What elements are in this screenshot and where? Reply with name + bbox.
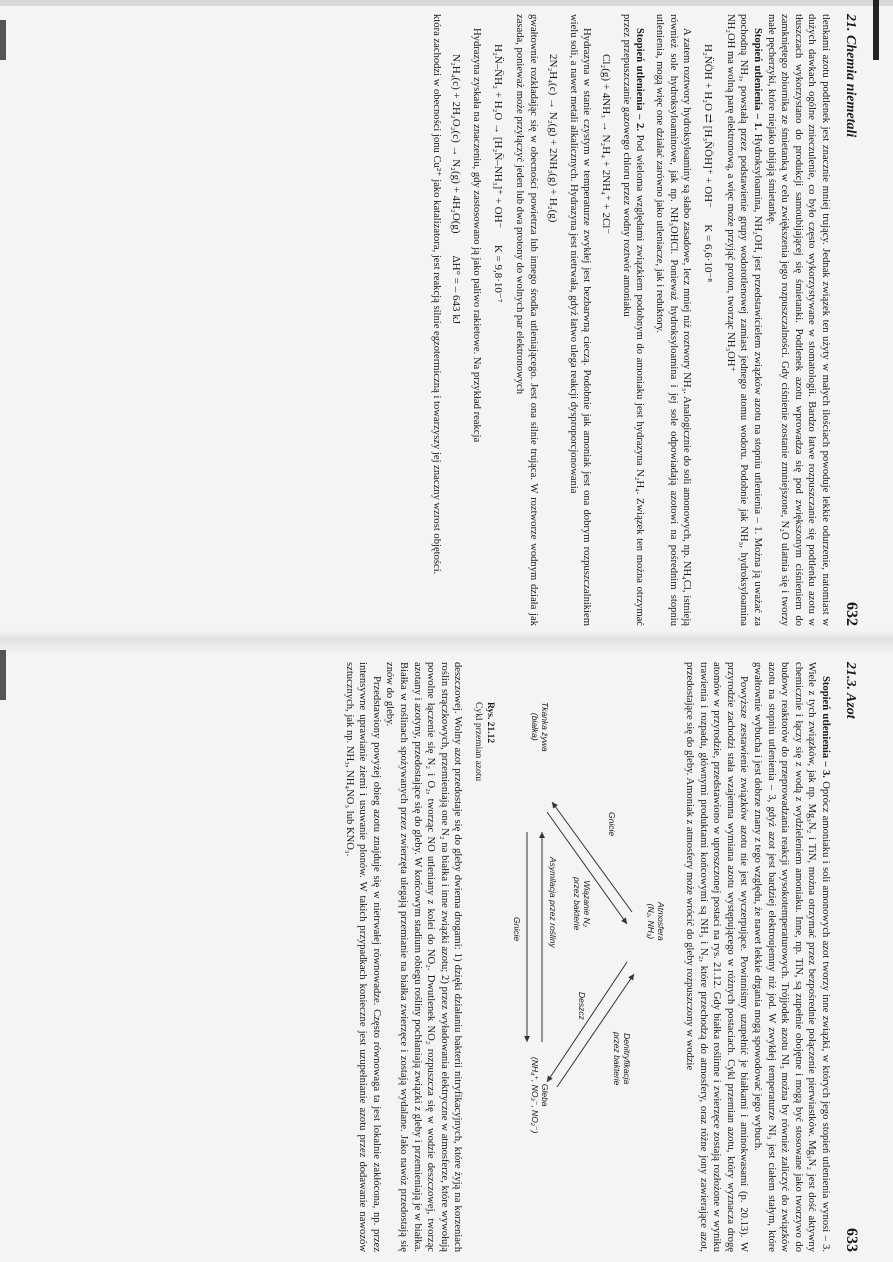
figure-arrows (502, 662, 672, 1222)
paragraph: tlenkami azotu podtlenek jest znacznie mniej trujący. Jednak związek ten użyty w małych ilościach powoduje lekkie odurzenie, natomiast w dużych dawkach ogólne znieczulenie, co było często wykorzystywane w stomatologii. Bardzo łatwe rozpuszczanie się podtlenku azotu w tłuszczach wykorzystano do produkcji samoubijającej się śmietanki. Podtlenek azotu wprowadza się pod zwiększonym ciśnieniem do zamkniętego zbiornika ze śmietanką w celu zwiększenia jego rozpuszczalności. Gdy ciśnienie zostanie zmniejszone, N₂O ulatnia się i tworzy małe pęcherzyki, które niejako ubijają śmietankę. (765, 14, 831, 626)
figure-caption (472, 702, 496, 1252)
node-label: Atmosfera (656, 902, 667, 941)
paragraph: która zachodzi w obecności jonu Cu²⁺ jako katalizatora, jest reakcją silnie egzotermiczną i towarzyszy jej znaczny wzrost objętości. (431, 14, 443, 575)
paragraph: Powyższe zestawienie związków azotu nie jest wyczerpujące. Powinniśmy uzupełnić je białkami i aminokwasami (p. 20.13). W przyrodzie zachodzi stała wzajemna wymiana azotu występującego w różnych postaciach. Cykl przemian azotu, który wyznacza drogę atomów w przyrodzie, przedstawiono w uproszczonej postaci na rys. 21.12. Gdy białka roślinne i zwierzęce zostają rozłożone w wyniku trawienia i rozpadu, głównymi produktami końcowymi są NH₃ i N₂, które przechodzą do atmosfery, oraz różne jony zawierające azot, przedostające się do gleby. Amoniak z atmosfery może wrócić do gleby rozpuszczony w wodzie (684, 662, 750, 1252)
edge-sublabel: przez bakterie (612, 1032, 623, 1086)
paragraph: deszczowej. Wolny azot przedostaje się do gleby dwiema drogami: 1) dzięki działaniu bakterii nitryfikacyjnych, które żyją na korzeniach roślin strączkowych, przemieniają one N₂ na białka i inne związki azotu; 2) przez wyładowania elektryczne w atmosferze, które wywołują powolne łączenie się N₂ i O₂, tworząc NO utleniany z kolei do NO₂. Dwutlenek NO₂ rozpuszcza się w wodzie deszczowej, tworząc azotany i azotyny, przedostające się do gleby. W końcowym stadium obiegu rośliny pochłaniają związki z gleby i przemieniają je w białka. Białka w roślinach spożywanych przez zwierzęta ulegają przemianie na białka zwierzęce i zostają wydalane. Jako nawóz przedostają się znów do gleby. (384, 662, 464, 1252)
scan-edge (0, 0, 893, 6)
page-number: 633 (843, 1228, 860, 1252)
node-sublabel: (białka) (530, 712, 541, 741)
label-assimilation: Asymilacja przez rośliny (548, 857, 559, 948)
node-soil (529, 1057, 550, 1133)
paragraph: Hydrazyna zyskała na znaczeniu, gdy zastosowano ją jako paliwo rakietowe. Na przykład reakcja (470, 28, 482, 443)
node-label: Gleba (540, 1083, 551, 1107)
running-head: 21.3. Azot (843, 662, 858, 719)
paragraph: Przedstawiony powyżej obieg azotu znajduje się w nietrwałej równowadze. Często równowaga ta jest lokalnie zakłócona, np. przez intensywne uprawianie ziemi i usuwanie plonów. W takich przypadkach konieczne jest uzupełnianie azotu przez dodawanie nawozów sztucznych, jak np. NH₃, NH₄NO₃ lub KNO₃. (343, 662, 382, 1252)
equation: 2N₂H₄(c) → N₂(g) + 2NH₃(g) + H₂(g) (547, 54, 560, 223)
paragraph: A zatem roztwory hydroksyloaminy są słabo zasadowe, lecz mniej niż roztwory NH₃. Analogicznie do soli amonowych, np. NH₄Cl, istnieją również sole hydroksyloaminowe, jak np. NH₃OHCl. Ponieważ hydroksyloamina i jej sole odpowiadają azotowi na pośrednim stopniu utlenienia, mogą więc one działać zarówno jako utleniacze, jak i reduktory. (654, 14, 693, 626)
paragraph (723, 14, 764, 626)
caption-number: Rys. 21.12 (485, 702, 496, 744)
paragraph: Hydrazyna w stanie czystym w temperaturze zwykłej jest bezbarwną cieczą. Podobnie jak amoniak jest ona dobrym rozpuszczalnikiem wielu soli, a nawet metali alkalicznych. Hydrazyna jest nietrwała, gdyż łatwo ulega reakcji dysproporcjonowania (567, 14, 593, 626)
page-header (842, 14, 860, 626)
label-decay-bottom: Gnicie (512, 917, 523, 942)
equation: Cl₂(g) + 4NH₃ → N₂H₄ + 2NH₄⁺ + 2Cl⁻ (600, 54, 613, 235)
node-label: Tkanka żywa (540, 702, 551, 752)
scan-artifact (873, 0, 879, 60)
paragraph-text: Pod wieloma względami związkiem podobnym do amoniaku jest hydrazyna N₂H₄. Związek ten można otrzymać przez przepuszczanie gazowego chloru przez wodny roztwór amoniaku (620, 14, 646, 626)
node-atmosphere (646, 902, 666, 941)
equation: H₂N̈ÖH + H₂O ⇄ [H₃N̈ÖH]⁺ + OH⁻ K = 6,6·10⁻⁸ (702, 44, 715, 283)
caption-text: Cykl przemian azotu (473, 702, 484, 782)
equation: N₂H₄(c) + 2H₂O₂(c) → N₂(g) + 4H₂O(g) ΔH° = – 643 kJ (450, 54, 463, 324)
paragraph-text: Hydroksyloamina, NH₂OH, jest przedstawicielem związków azotu na stopniu utlenienia – 1. Można ją uważać za pochodną NH₃, powstałą przez podstawienie grupy wodorotlenowej zamiast jednego atomu wodoru. Podobnie jak NH₃, hydroksyloamina NH₂OH ma wolną parę elektronową, a więc może przyjąć proton, tworząc NH₃OH⁺ (724, 14, 764, 626)
paragraph-text: Oprócz amoniaku i soli amonowych azot tworzy inne związki, w których jego stopień utlenienia wynosi – 3. Wiele z tych związków, jak np. Mg₃N₂ i TiN, można otrzymać przez bezpośrednie połączenie pierwiastków. Mg₃N₂ jest dość aktywny chemicznie i łączy się z wodą z wydzieleniem amoniaku. Inne, np. TiN, są zupełnie obojętne i mogą być stosowane jako tworzywo do budowy reaktorów do przeprowadzania reakcji wysokotemperaturowych. Trójjodek azotu NI₃ można by również zaliczyć do związków azotu na stopniu utlenienia – 3, gdyż azot jest bardziej elektroujemny niż jod. W zwykłej temperaturze NI₃ jest ciałem stałym, które gwałtownie wybucha i jest dobrze znany z tego względu, że nawet lekkie drgania mogą spowodować jego wybuch. (752, 662, 831, 1252)
running-head: 21. Chemia niemetali (843, 14, 858, 138)
section-lead: Stopień utlenienia – 2. (634, 28, 646, 131)
page-633 (32, 662, 860, 1252)
edge-label: Denitryfikacja (622, 1033, 633, 1085)
label-binding (572, 877, 592, 930)
node-sublabel: (N₂, NH₃) (646, 903, 657, 940)
edge-sublabel: przez bakterie (572, 877, 583, 931)
scan-artifact (0, 650, 6, 700)
arrow-atm-to-tissue (552, 802, 632, 912)
label-rain: Deszcz (577, 992, 588, 1020)
label-denitrification (612, 1032, 632, 1085)
node-living-tissue (530, 702, 550, 752)
page-632 (32, 14, 860, 626)
label-decay-top: Gnicie (607, 812, 618, 837)
book-spine (0, 630, 893, 652)
node-sublabel: (NH₄⁺, NO₃⁻, NO₂⁻) (530, 1057, 541, 1134)
scan-artifact (0, 20, 6, 60)
section-lead: Stopień utlenienia – 1. (752, 28, 764, 131)
paragraph (750, 662, 832, 1252)
page-number: 632 (843, 602, 860, 626)
page-header (842, 662, 860, 1252)
paragraph: gwałtownie rozkładając się w obecności powietrza lub innego środka utleniającego. Jest ona silnie trująca. W roztworze wodnym działa jak zasada, ponieważ może przyłączyć jeden lub dwa protony do wolnych par elektronowych (514, 14, 540, 626)
section-lead: Stopień utlenienia – 3. (820, 676, 831, 778)
nitrogen-cycle-figure (502, 662, 672, 1252)
paragraph (619, 14, 646, 626)
edge-label: Wiązanie N₂ (582, 880, 593, 928)
equation: H₂N̈–N̈H₂ + H₂O → [H₂N̈–NH₃]⁺ + OH⁻ K = 9,8·10⁻⁷ (491, 44, 504, 303)
